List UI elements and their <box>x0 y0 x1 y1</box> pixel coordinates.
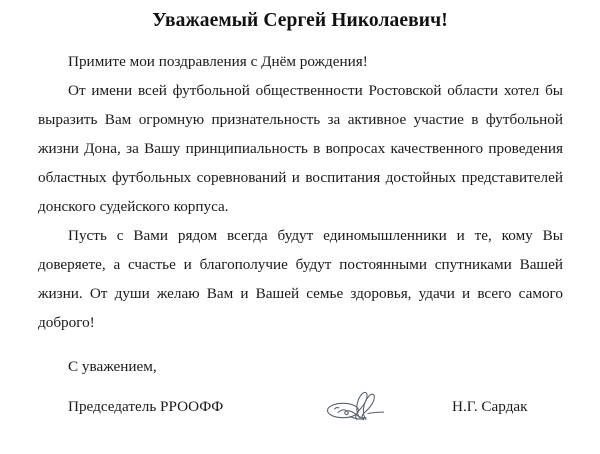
letter-title: Уважаемый Сергей Николаевич! <box>152 10 448 31</box>
paragraph: От имени всей футбольной общественности Ростовской области хотел бы выразить Вам огромную признательность за активное участие в футбольной жизни Дона, за Вашу принципиальность в вопросах качественного проведения областных футбольных соревнований и воспитания достойных представителей донского судейского корпуса. <box>38 82 563 215</box>
closing-block <box>68 352 563 381</box>
paragraph: Примите мои поздравления с Днём рождения! <box>68 53 368 70</box>
signatory-role: Председатель РРООФФ <box>68 398 224 415</box>
handwritten-signature-icon <box>326 388 388 424</box>
letter-body <box>38 47 563 337</box>
paragraph: Пусть с Вами рядом всегда будут единомышленники и те, кому Вы доверяете, а счастье и благополучие будут постоянными спутниками Вашей жизни. От души желаю Вам и Вашей семье здоровья, удачи и всего самого доброго! <box>38 227 563 331</box>
closing-salutation: С уважением, <box>68 358 157 375</box>
signature-block <box>68 396 563 426</box>
signatory-name: Н.Г. Сардак <box>452 398 528 415</box>
